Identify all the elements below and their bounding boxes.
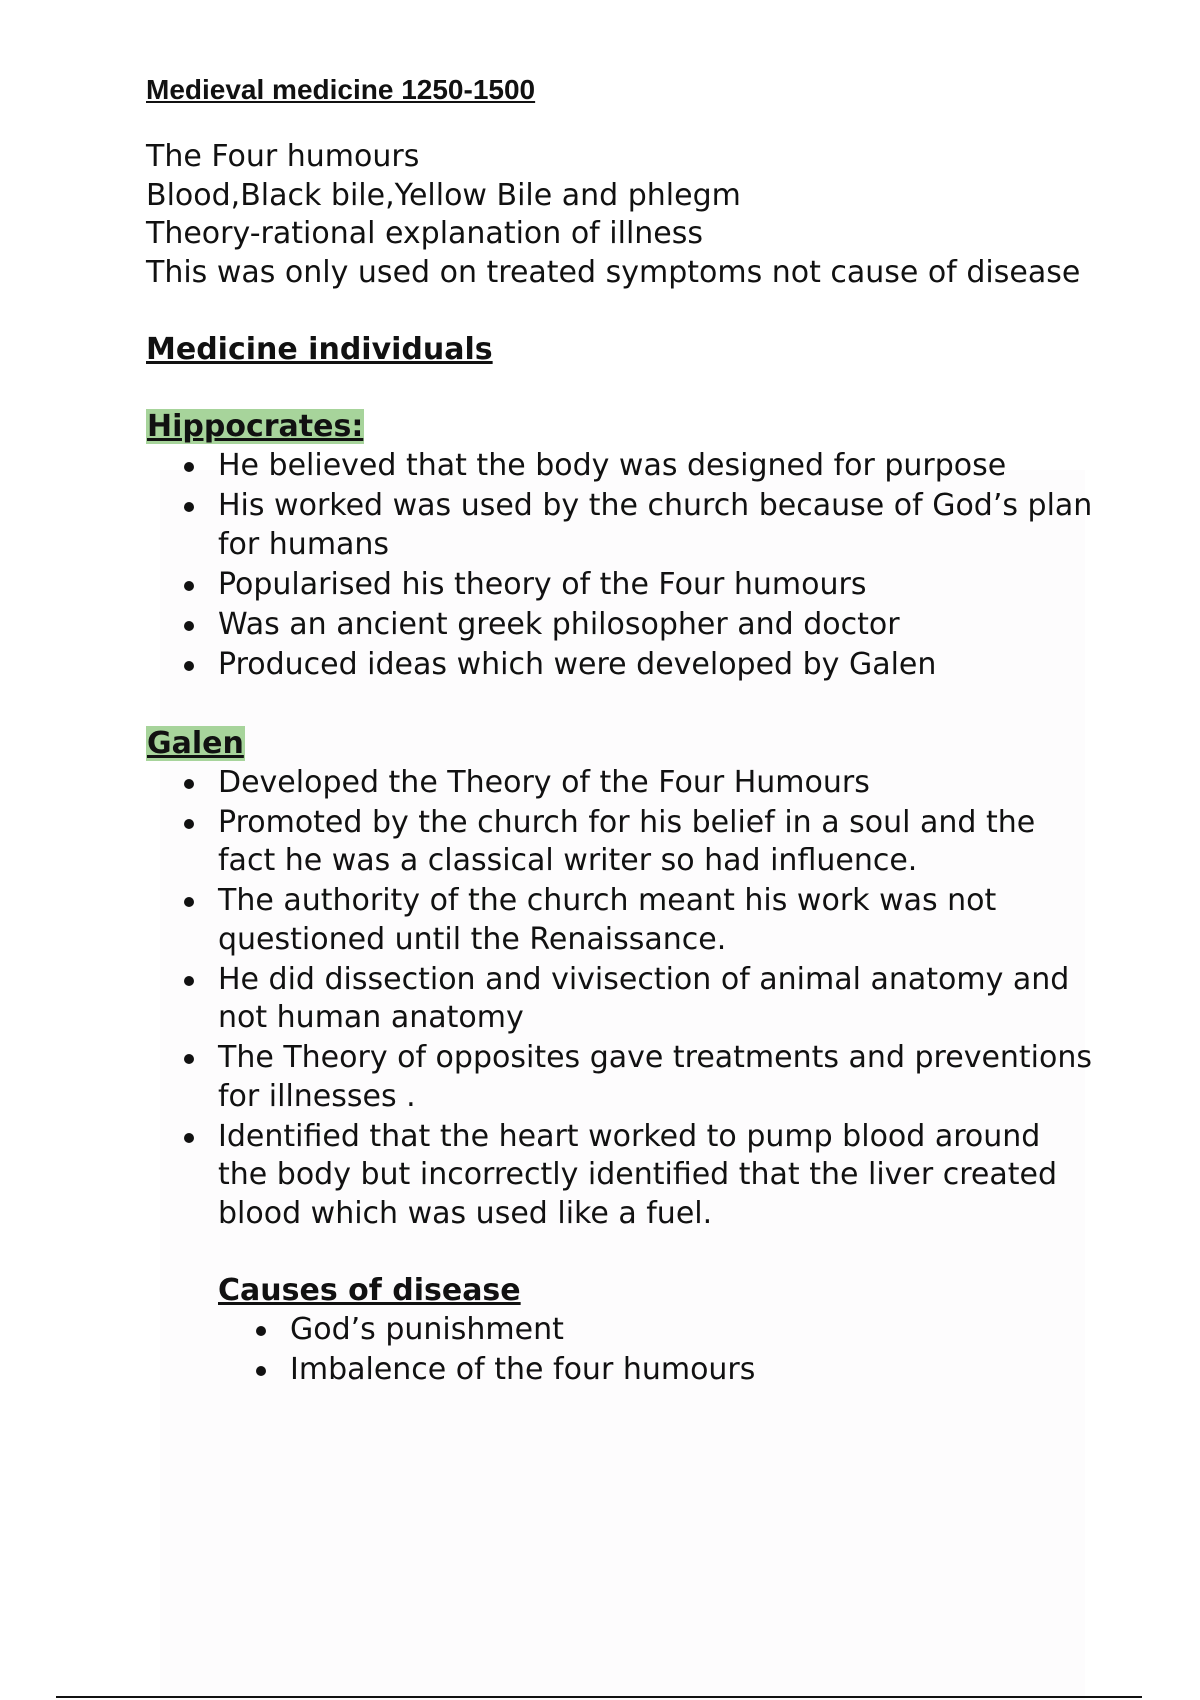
intro-block (146, 138, 1096, 292)
list-item-text: The Theory of opposites gave treatments and preventions for illnesses . (218, 1040, 1093, 1114)
bullet-icon (184, 502, 194, 512)
list-item (146, 566, 1096, 605)
galen-list (146, 764, 1096, 1234)
bullet-icon (256, 1366, 266, 1376)
list-item (146, 1118, 1096, 1234)
causes-section (218, 1271, 1096, 1390)
bullet-icon (184, 819, 194, 829)
hippocrates-heading (146, 407, 1096, 447)
bullet-icon (184, 1133, 194, 1143)
list-item-text: Produced ideas which were developed by Galen (218, 646, 937, 682)
bullet-icon (184, 661, 194, 671)
bullet-icon (184, 621, 194, 631)
bullet-icon (184, 779, 194, 789)
list-item-text: Popularised his theory of the Four humours (218, 566, 867, 602)
list-item-text: He believed that the body was designed for purpose (218, 448, 1007, 483)
document-title: Medieval medicine 1250-1500 (146, 74, 536, 105)
bullet-icon (184, 897, 194, 907)
section-heading-medicine-individuals: Medicine individuals (146, 332, 493, 367)
list-item-text: He did dissection and vivisection of animal anatomy and not human anatomy (218, 961, 1070, 1035)
list-item-text: God’s punishment (290, 1312, 564, 1347)
list-item (146, 804, 1096, 881)
list-item-text: Was an ancient greek philosopher and doctor (218, 606, 900, 642)
list-item (146, 1039, 1096, 1116)
list-item (146, 606, 1096, 645)
list-item-text: His worked was used by the church because of God’s plan for humans (218, 488, 1093, 562)
document-body (146, 70, 1096, 1391)
causes-list (218, 1311, 1096, 1390)
bullet-icon (184, 462, 194, 472)
intro-line: The Four humours (146, 139, 420, 174)
bullet-icon (184, 976, 194, 986)
bottom-divider (56, 1696, 1142, 1698)
list-item-text: The authority of the church meant his work was not questioned until the Renaissance. (218, 883, 997, 957)
hippocrates-list (146, 447, 1096, 684)
list-item-text: Developed the Theory of the Four Humours (218, 764, 870, 800)
intro-line: This was only used on treated symptoms not cause of disease (146, 254, 1081, 290)
causes-heading: Causes of disease (218, 1273, 521, 1308)
list-item (218, 1351, 1096, 1390)
list-item (146, 487, 1096, 564)
bullet-icon (184, 1054, 194, 1064)
list-item (146, 961, 1096, 1038)
intro-line: Theory-rational explanation of illness (146, 216, 704, 251)
intro-line: Blood,Black bile,Yellow Bile and phlegm (146, 177, 741, 213)
galen-section (146, 724, 1096, 1390)
list-item (146, 882, 1096, 959)
list-item (146, 764, 1096, 803)
hippocrates-heading-text: Hippocrates: (147, 409, 364, 444)
hippocrates-section (146, 407, 1096, 684)
list-item (218, 1311, 1096, 1350)
list-item (146, 447, 1096, 486)
list-item-text: Identified that the heart worked to pump blood around the body but incorrectly identified that the liver created blood which was used like a fuel. (218, 1118, 1058, 1231)
bullet-icon (184, 581, 194, 591)
galen-heading (146, 724, 1096, 764)
galen-heading-text: Galen (147, 725, 244, 761)
list-item-text: Imbalence of the four humours (290, 1352, 756, 1387)
bullet-icon (256, 1326, 266, 1336)
list-item-text: Promoted by the church for his belief in a soul and the fact he was a classical writer so had influence. (218, 804, 1036, 878)
list-item (146, 646, 1096, 685)
